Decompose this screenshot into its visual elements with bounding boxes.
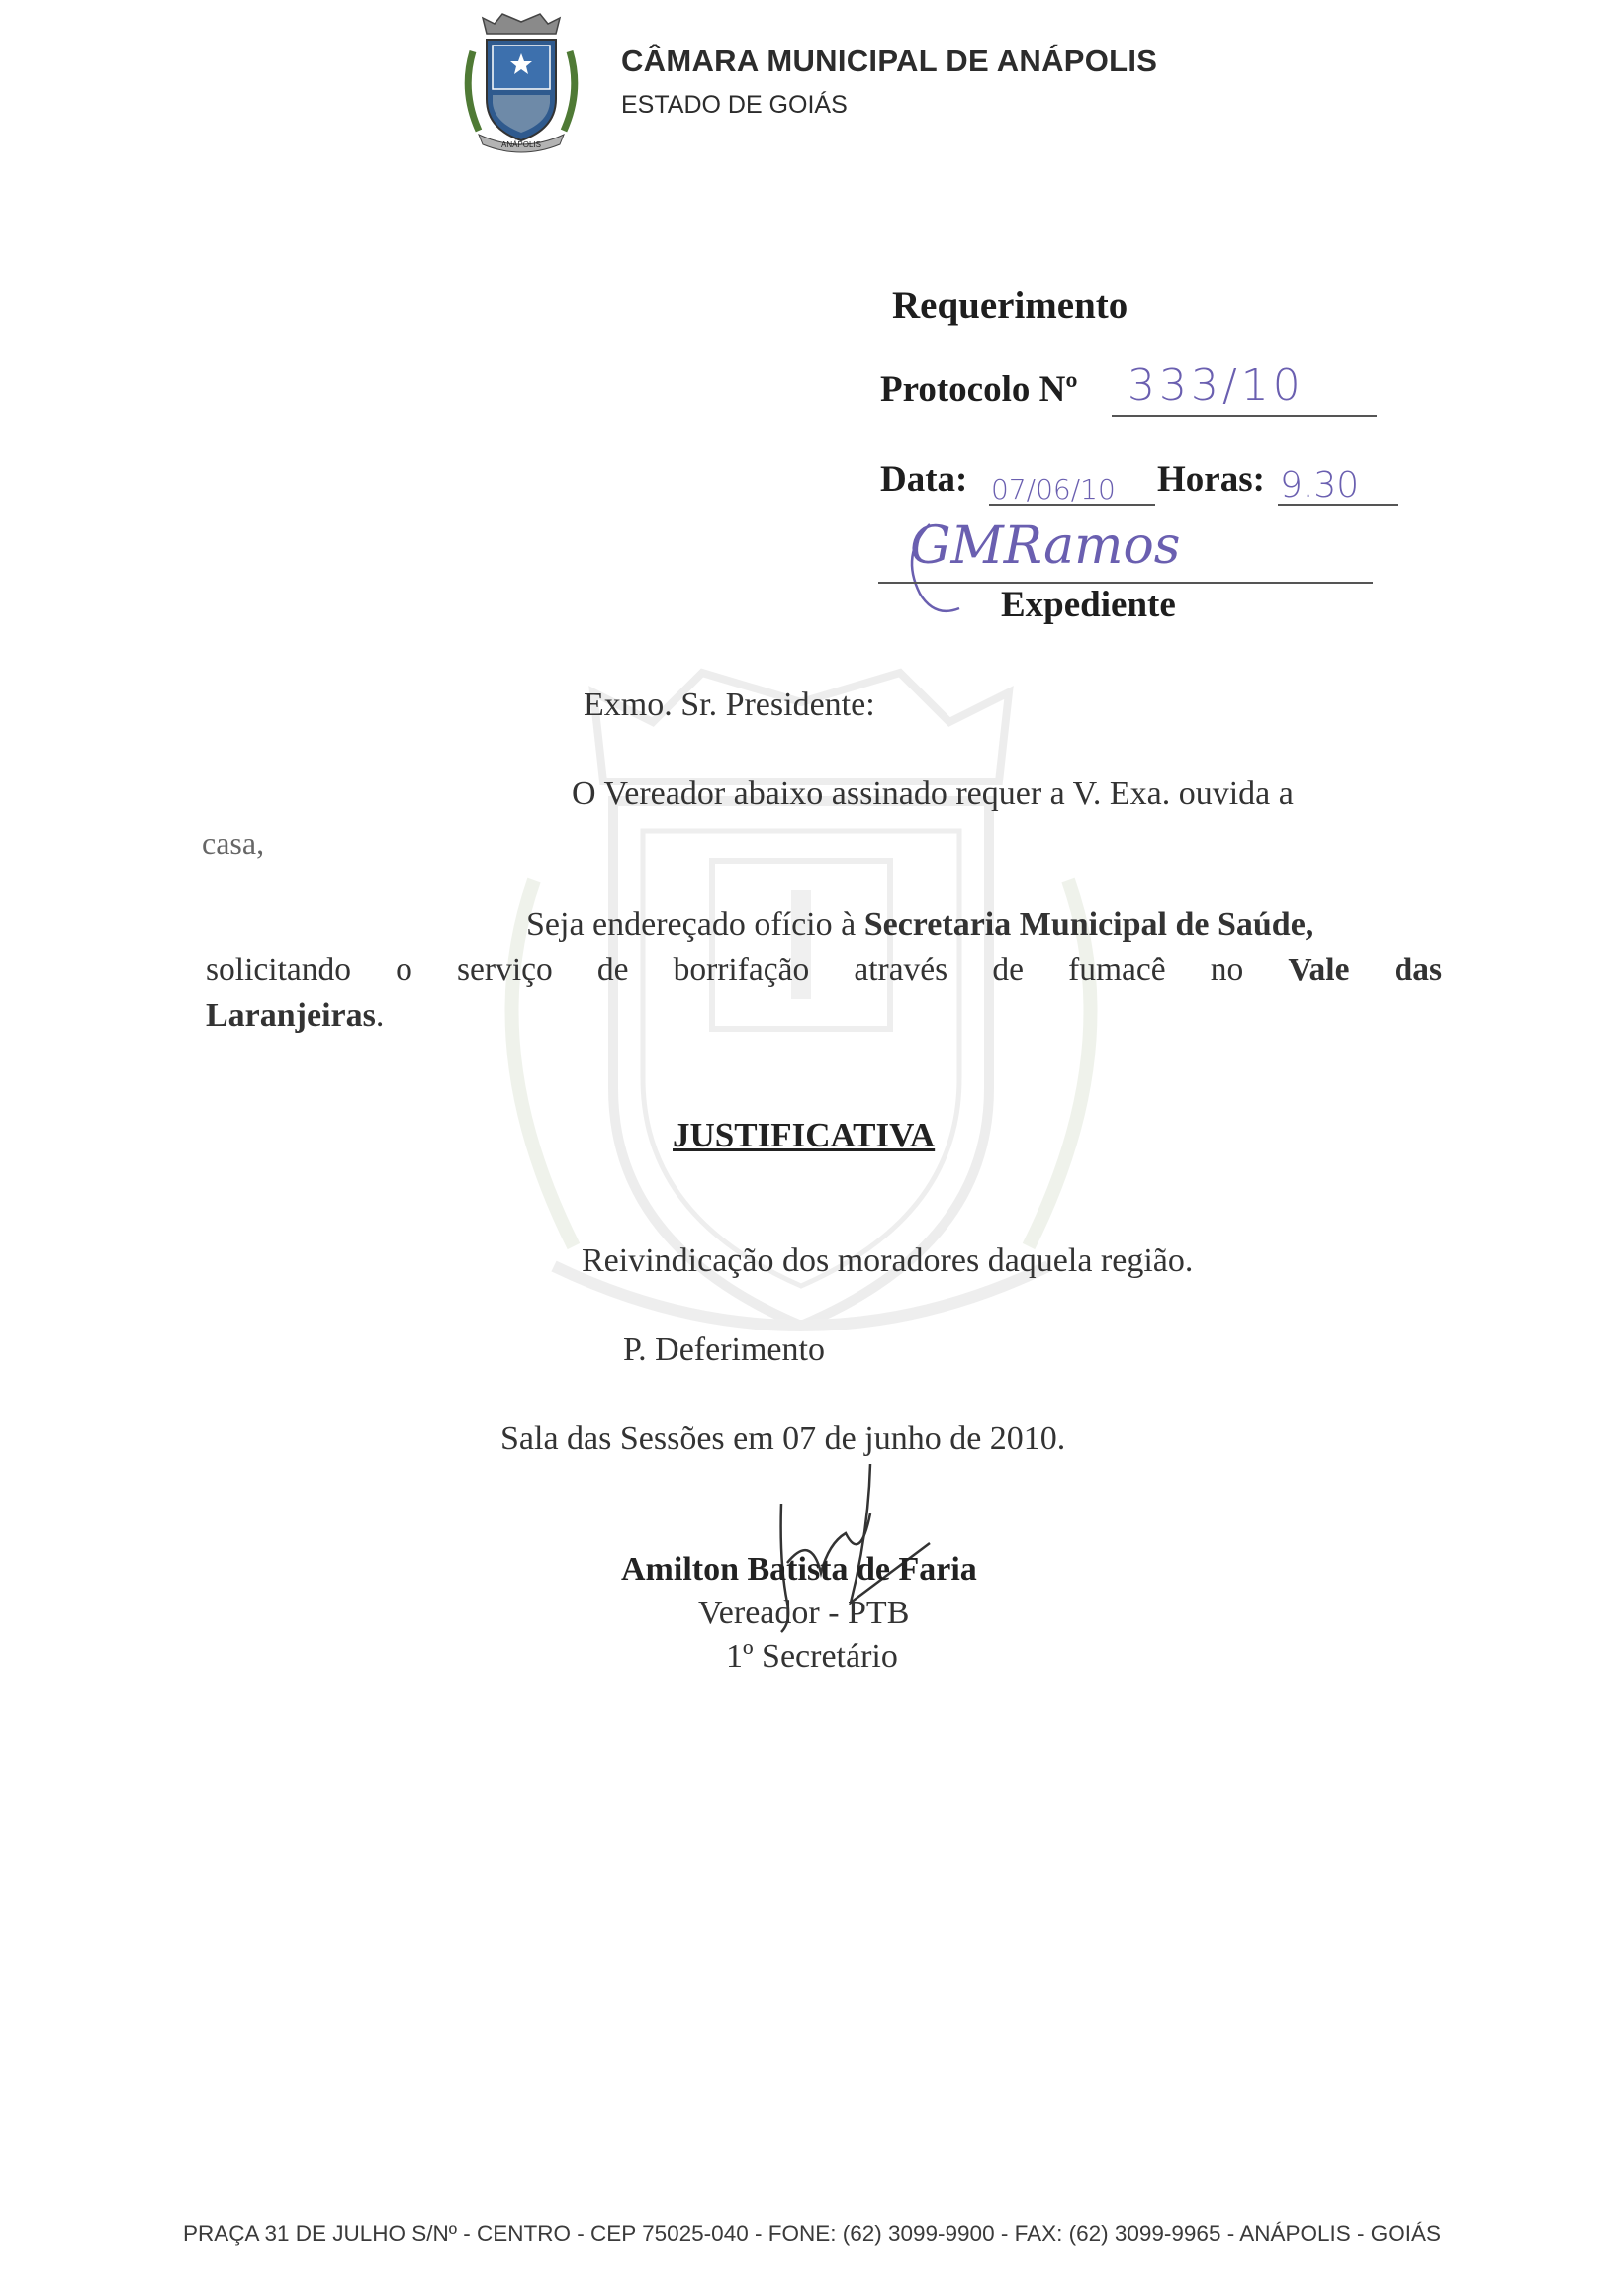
protocolo-label: Protocolo Nº: [880, 369, 1078, 410]
date-line: Sala das Sessões em 07 de junho de 2010.: [500, 1421, 1066, 1457]
request-line-3: [206, 997, 384, 1035]
secretaria-name: Secretaria Municipal de Saúde,: [863, 906, 1314, 943]
protocolo-line: [1112, 415, 1377, 417]
closing: P. Deferimento: [623, 1331, 825, 1368]
justification-text: Reivindicação dos moradores daquela região.: [582, 1242, 1194, 1279]
protocolo-value: 333/10: [1128, 360, 1305, 411]
request-line-2: [206, 952, 1442, 989]
stamp-signature: GMRamos: [910, 516, 1181, 576]
institution-name: CÂMARA MUNICIPAL DE ANÁPOLIS: [621, 44, 1158, 78]
footer-address: PRAÇA 31 DE JULHO S/Nº - CENTRO - CEP 75025-040 - FONE: (62) 3099-9900 - FAX: (62) 3099-9965 - ANÁPOLIS - GOIÁS: [182, 2221, 1442, 2246]
request-end: .: [375, 997, 385, 1034]
request-pre: Seja endereçado ofício à: [526, 906, 864, 943]
signatory-position: 1º Secretário: [726, 1638, 898, 1675]
state-name: ESTADO DE GOIÁS: [621, 91, 848, 119]
justification-heading: JUSTIFICATIVA: [673, 1116, 936, 1154]
intro-line-1: O Vereador abaixo assinado requer a V. Exa. ouvida a: [572, 776, 1294, 812]
coat-of-arms-logo: [457, 12, 586, 160]
horas-value: 9.30: [1280, 465, 1360, 505]
data-value: 07/06/10: [991, 473, 1116, 505]
request-line-1: [526, 906, 1446, 944]
stamp-title: Requerimento: [892, 284, 1128, 326]
salutation: Exmo. Sr. Presidente:: [584, 687, 875, 723]
signatory-role: Vereador - PTB: [698, 1595, 910, 1631]
department-label: Expediente: [1001, 585, 1176, 625]
laranjeiras: Laranjeiras: [206, 997, 376, 1034]
signatory-name: Amilton Batista de Faria: [621, 1551, 977, 1588]
vale-das: Vale das: [1288, 952, 1442, 988]
request-line-2-text: solicitando o serviço de borrifação através de fumacê no: [206, 952, 1244, 988]
data-label: Data:: [880, 459, 968, 500]
crest-ribbon-text: ANÁPOLIS: [500, 140, 542, 149]
signature-flourish: [890, 514, 1009, 633]
intro-line-2: casa,: [202, 825, 265, 861]
horas-label: Horas:: [1157, 459, 1265, 500]
